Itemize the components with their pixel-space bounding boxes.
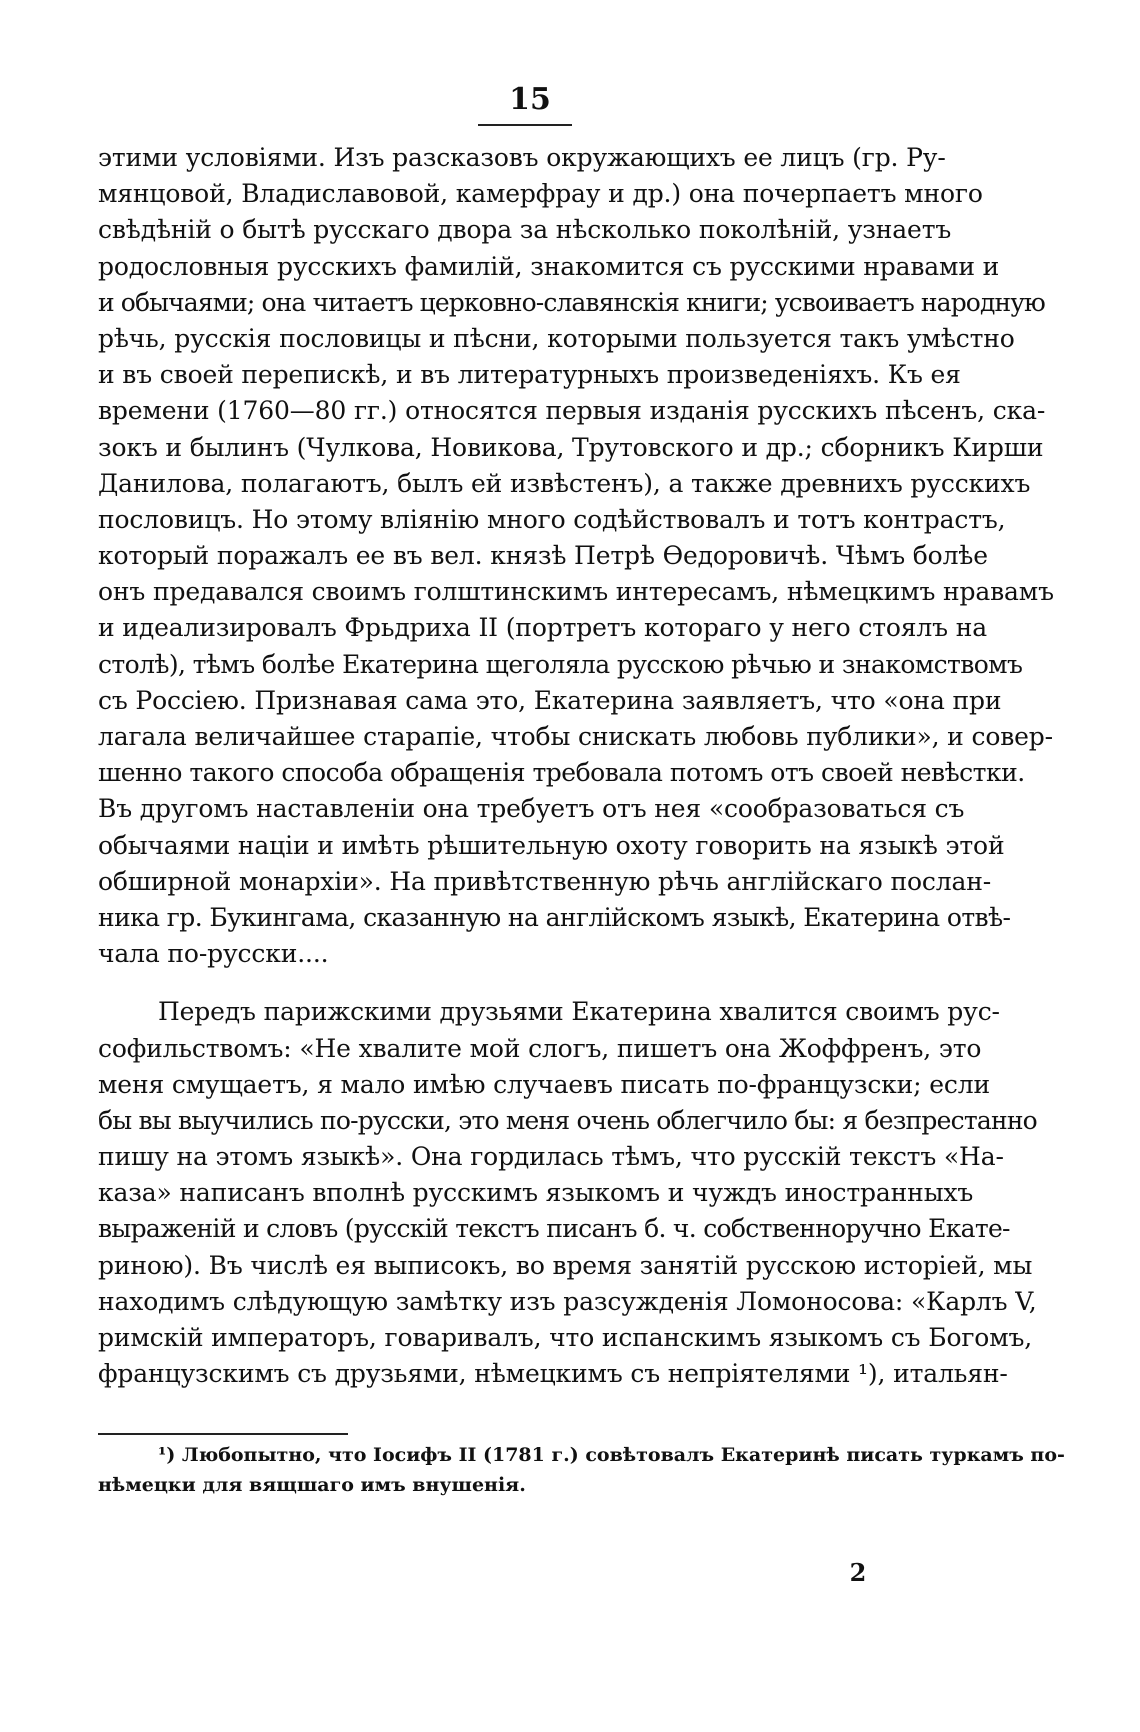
text-line: мянцовой, Владиславовой, камерфрау и др.) она почерпаетъ много <box>98 179 983 209</box>
footnote-line: ¹) Любопытно, что Іосифъ II (1781 г.) совѣтовалъ Екатеринѣ писать туркамъ по- <box>158 1444 1065 1466</box>
text-line: шенно такого способа обращенія требовала потомъ отъ своей невѣстки. <box>98 758 1025 788</box>
text-line: онъ предавался своимъ голштинскимъ интересамъ, нѣмецкимъ нравамъ <box>98 577 1054 607</box>
text-line: который поражалъ ее въ вел. князѣ Петрѣ Ѳедоровичѣ. Чѣмъ болѣе <box>98 541 988 571</box>
text-line: меня смущаетъ, я мало имѣю случаевъ писать по-французски; если <box>98 1069 990 1099</box>
text-line: столѣ), тѣмъ болѣе Екатерина щеголяла русскою рѣчью и знакомствомъ <box>98 649 1023 679</box>
text-line: и въ своей перепискѣ, и въ литературныхъ произведеніяхъ. Къ ея <box>98 360 961 390</box>
footnote-rule <box>98 1433 348 1435</box>
text-line: пословицъ. Но этому вліянію много содѣйствовалъ и тотъ контрастъ, <box>98 504 1006 534</box>
signature-mark: 2 <box>849 1558 867 1587</box>
text-line: лагала величайшее старапіе, чтобы снискать любовь публики», и совер- <box>98 722 1053 751</box>
text-line: обычаями націи и имѣть рѣшительную охоту говорить на языкѣ этой <box>98 830 1005 860</box>
text-line: пишу на этомъ языкѣ». Она гордилась тѣмъ, что русскій текстъ «На- <box>98 1142 1004 1172</box>
text-line: чала по-русски.... <box>98 939 329 969</box>
text-line: рѣчь, русскія пословицы и пѣсни, которыми пользуется такъ умѣстно <box>98 323 1015 353</box>
text-line: бы вы выучились по-русски, это меня очень облегчило бы: я безпрестанно <box>98 1105 1037 1135</box>
text-line: и обычаями; она читаетъ церковно-славянскія книги; усвоиваетъ народную <box>98 287 1045 317</box>
text-line: софильствомъ: «Не хвалите мой слогъ, пишетъ она Жоффренъ, это <box>98 1033 982 1063</box>
page-number: 15 <box>509 82 551 117</box>
text-line: этими условіями. Изъ разсказовъ окружающихъ ее лицъ (гр. Ру- <box>98 143 946 172</box>
footnote-line: нѣмецки для вящшаго имъ внушенія. <box>98 1474 526 1496</box>
text-line: выраженій и словъ (русскій текстъ писанъ б. ч. собственноручно Екате- <box>98 1214 1010 1244</box>
text-line: времени (1760—80 гг.) относятся первыя изданія русскихъ пѣсенъ, ска- <box>98 396 1046 426</box>
footnote <box>98 1440 1065 1500</box>
text-line: обширной монархіи». На привѣтственную рѣчь англійскаго послан- <box>98 866 992 896</box>
text-line: родословныя русскихъ фамилій, знакомится съ русскими нравами и <box>98 251 1000 281</box>
text-line: зокъ и былинъ (Чулкова, Новикова, Трутовского и др.; сборникъ Кирши <box>98 432 1044 462</box>
text-line: риною). Въ числѣ ея выписокъ, во время занятій русскою исторіей, мы <box>98 1250 1033 1280</box>
body-text <box>98 140 1054 1392</box>
text-line: Въ другомъ наставленіи она требуетъ отъ нея «сообразоваться съ <box>98 794 965 824</box>
paragraph-1 <box>98 140 1054 972</box>
text-line: Передъ парижскими друзьями Екатерина хвалится своимъ рус- <box>158 997 1000 1027</box>
text-line: каза» написанъ вполнѣ русскимъ языкомъ и чуждъ иностранныхъ <box>98 1178 974 1208</box>
text-line: и идеализировалъ Фрьдриха II (портретъ котораго у него стоялъ на <box>98 613 987 643</box>
page-number-rule <box>478 124 572 126</box>
text-line: находимъ слѣдующую замѣтку изъ разсужденія Ломоносова: «Карлъ V, <box>98 1286 1037 1316</box>
text-line: Данилова, полагаютъ, былъ ей извѣстенъ), а также древнихъ русскихъ <box>98 468 1031 498</box>
text-line: съ Россіею. Признавая сама это, Екатерина заявляетъ, что «она при <box>98 685 1002 715</box>
text-line: свѣдѣній о бытѣ русскаго двора за нѣсколько поколѣній, узнаетъ <box>98 215 952 245</box>
text-line: римскій императоръ, говаривалъ, что испанскимъ языкомъ съ Богомъ, <box>98 1323 1033 1352</box>
text-line: французскимъ съ друзьями, нѣмецкимъ съ непріятелями ¹), итальян- <box>98 1359 1008 1389</box>
paragraph-2 <box>98 994 1037 1392</box>
text-line: ника гр. Букингама, сказанную на англійскомъ языкѣ, Екатерина отвѣ- <box>98 902 1011 932</box>
